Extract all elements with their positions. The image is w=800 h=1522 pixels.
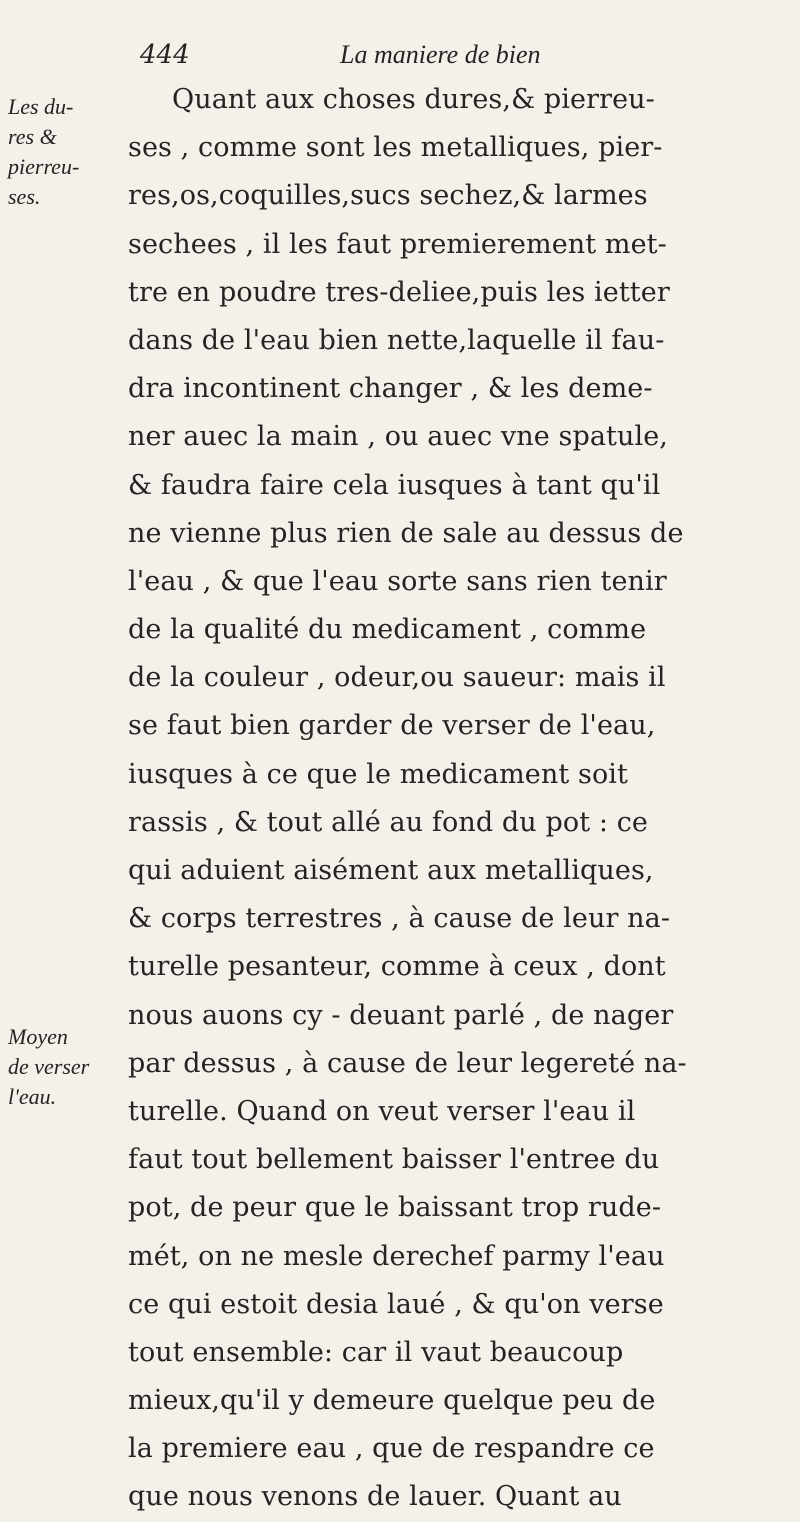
text-line: ne vienne plus rien de sale au dessus de xyxy=(128,517,684,549)
margin-note-line: de verser xyxy=(8,1054,90,1079)
text-line: ses , comme sont les metalliques, pier- xyxy=(128,132,663,164)
margin-note-line: ses. xyxy=(8,184,41,209)
text-line: faut tout bellement baisser l'entree du xyxy=(128,1144,660,1176)
text-line: turelle pesanteur, comme à ceux , dont xyxy=(128,951,666,983)
text-line: que nous venons de lauer. Quant au xyxy=(128,1481,622,1513)
body-text xyxy=(128,76,788,1522)
text-line: turelle. Quand on veut verser l'eau il xyxy=(128,1095,636,1127)
text-line: Quant aux choses dures,& pierreu- xyxy=(172,84,655,115)
text-line: ce qui estoit desia laué , & qu'on verse xyxy=(128,1288,664,1320)
margin-note-line: pierreu- xyxy=(8,154,80,179)
text-line: mét, on ne mesle derechef parmy l'eau xyxy=(128,1240,665,1272)
text-line: l'eau , & que l'eau sorte sans rien tenir xyxy=(128,565,667,597)
text-line: iusques à ce que le medicament soit xyxy=(128,758,628,790)
text-line: rassis , & tout allé au fond du pot : ce xyxy=(128,806,649,838)
text-line: sechees , il les faut premierement met- xyxy=(128,228,667,260)
text-line: mieux,qu'il y demeure quelque peu de xyxy=(128,1385,656,1417)
margin-note-line: l'eau. xyxy=(8,1084,57,1109)
text-line: la premiere eau , que de respandre ce xyxy=(128,1433,655,1465)
text-line: res,os,coquilles,sucs sechez,& larmes xyxy=(128,180,648,212)
text-line: de la couleur , odeur,ou saueur: mais il xyxy=(128,662,666,694)
text-line: dra incontinent changer , & les deme- xyxy=(128,373,653,405)
text-line: & corps terrestres , à cause de leur na- xyxy=(128,903,671,935)
text-line: par dessus , à cause de leur legereté na- xyxy=(128,1047,687,1079)
text-line: ner auec la main , ou auec vne spatule, xyxy=(128,421,668,453)
text-line: & faudra faire cela iusques à tant qu'il xyxy=(128,469,661,501)
text-line: qui aduient aisément aux metalliques, xyxy=(128,855,654,886)
text-line: se faut bien garder de verser de l'eau, xyxy=(128,710,656,742)
margin-note-line: res & xyxy=(8,124,57,149)
text-line: tre en poudre tres-deliee,puis les ietter xyxy=(128,276,670,308)
text-line: nous auons cy - deuant parlé , de nager xyxy=(128,999,674,1031)
margin-note-line: Les du- xyxy=(8,94,74,119)
text-line: pot, de peur que le baissant trop rude- xyxy=(128,1192,662,1224)
text-line: dans de l'eau bien nette,laquelle il fau- xyxy=(128,324,665,356)
running-title: La maniere de bien xyxy=(340,40,541,69)
margin-note-pouring-water xyxy=(8,1022,120,1112)
text-line: tout ensemble: car il vaut beaucoup xyxy=(128,1336,624,1368)
margin-note-line: Moyen xyxy=(8,1024,68,1049)
page-number: 444 xyxy=(140,40,190,70)
text-line: de la qualité du medicament , comme xyxy=(128,614,647,646)
margin-note-hard-stony xyxy=(8,92,120,212)
